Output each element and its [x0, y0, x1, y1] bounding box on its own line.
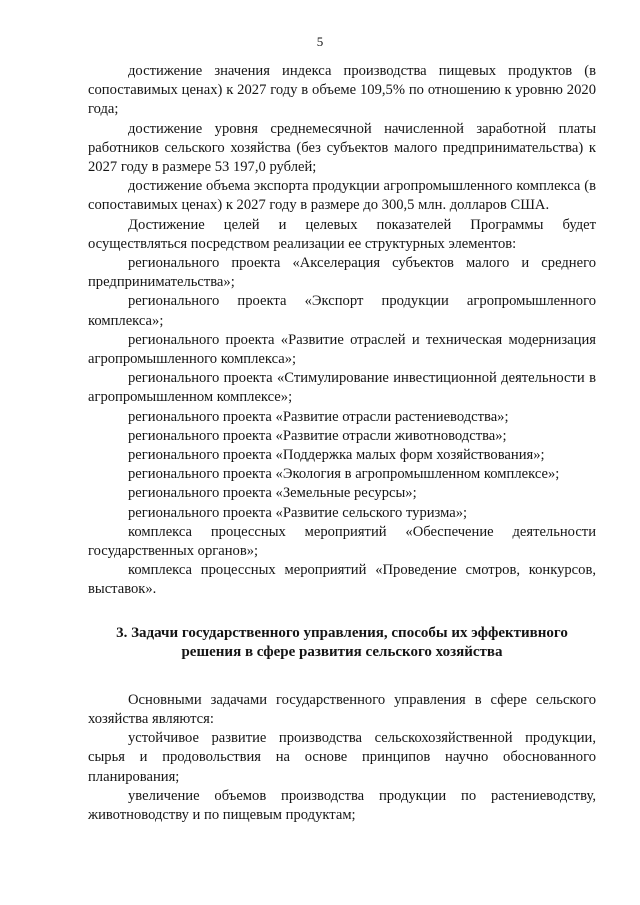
list-item: регионального проекта «Экология в агропромышленном комплексе»;	[128, 466, 560, 483]
section-heading-line: решения в сфере развития сельского хозяйства	[181, 644, 503, 661]
list-item: увеличение объемов производства продукции по растениеводству, животноводству и по пищевым продуктам;	[88, 787, 596, 823]
list-item: регионального проекта «Экспорт продукции агропромышленного комплекса»;	[88, 293, 596, 329]
paragraph: достижение объема экспорта продукции агропромышленного комплекса (в сопоставимых ценах) к 2027 году в размере до 300,5 млн. долларов США.	[88, 178, 596, 214]
list-item: регионального проекта «Развитие отраслей и техническая модернизация агропромышленного комплекса»;	[88, 331, 596, 368]
paragraph: Достижение целей и целевых показателей Программы будет осуществляться посредством реализации ее структурных элементов:	[88, 216, 596, 252]
paragraph: достижение значения индекса производства пищевых продуктов (в сопоставимых ценах) к 2027 году в объеме 109,5% по отношению к уровню 2020 года;	[88, 63, 596, 118]
list-item: регионального проекта «Земельные ресурсы»;	[128, 485, 417, 502]
list-item: регионального проекта «Развитие отрасли растениеводства»;	[128, 408, 509, 425]
document-body	[88, 62, 596, 825]
list-item: регионального проекта «Развитие отрасли животноводства»;	[128, 427, 507, 444]
section-heading-line: 3. Задачи государственного управления, способы их эффективного	[116, 624, 568, 641]
page-number: 5	[316, 34, 324, 49]
list-item: регионального проекта «Поддержка малых форм хозяйствования»;	[128, 447, 545, 464]
section-heading	[88, 624, 596, 663]
list-item: регионального проекта «Стимулирование инвестиционной деятельности в агропромышленном комплексе»;	[88, 370, 596, 406]
list-item: регионального проекта «Акселерация субъектов малого и среднего предпринимательства»;	[88, 255, 596, 291]
paragraph: достижение уровня среднемесячной начисленной заработной платы работников сельского хозяйства (без субъектов малого предпринимательства) к 2027 году в размере 53 197,0 рублей;	[88, 120, 596, 176]
list-item: комплекса процессных мероприятий «Обеспечение деятельности государственных органов»;	[88, 523, 596, 560]
paragraph: Основными задачами государственного управления в сфере сельского хозяйства являются:	[88, 691, 596, 727]
list-item: комплекса процессных мероприятий «Проведение смотров, конкурсов, выставок».	[88, 562, 596, 598]
list-item: регионального проекта «Развитие сельского туризма»;	[128, 504, 468, 521]
list-item: устойчивое развитие производства сельскохозяйственной продукции, сырья и продовольствия на основе принципов научно обоснованного планирования;	[88, 730, 596, 785]
